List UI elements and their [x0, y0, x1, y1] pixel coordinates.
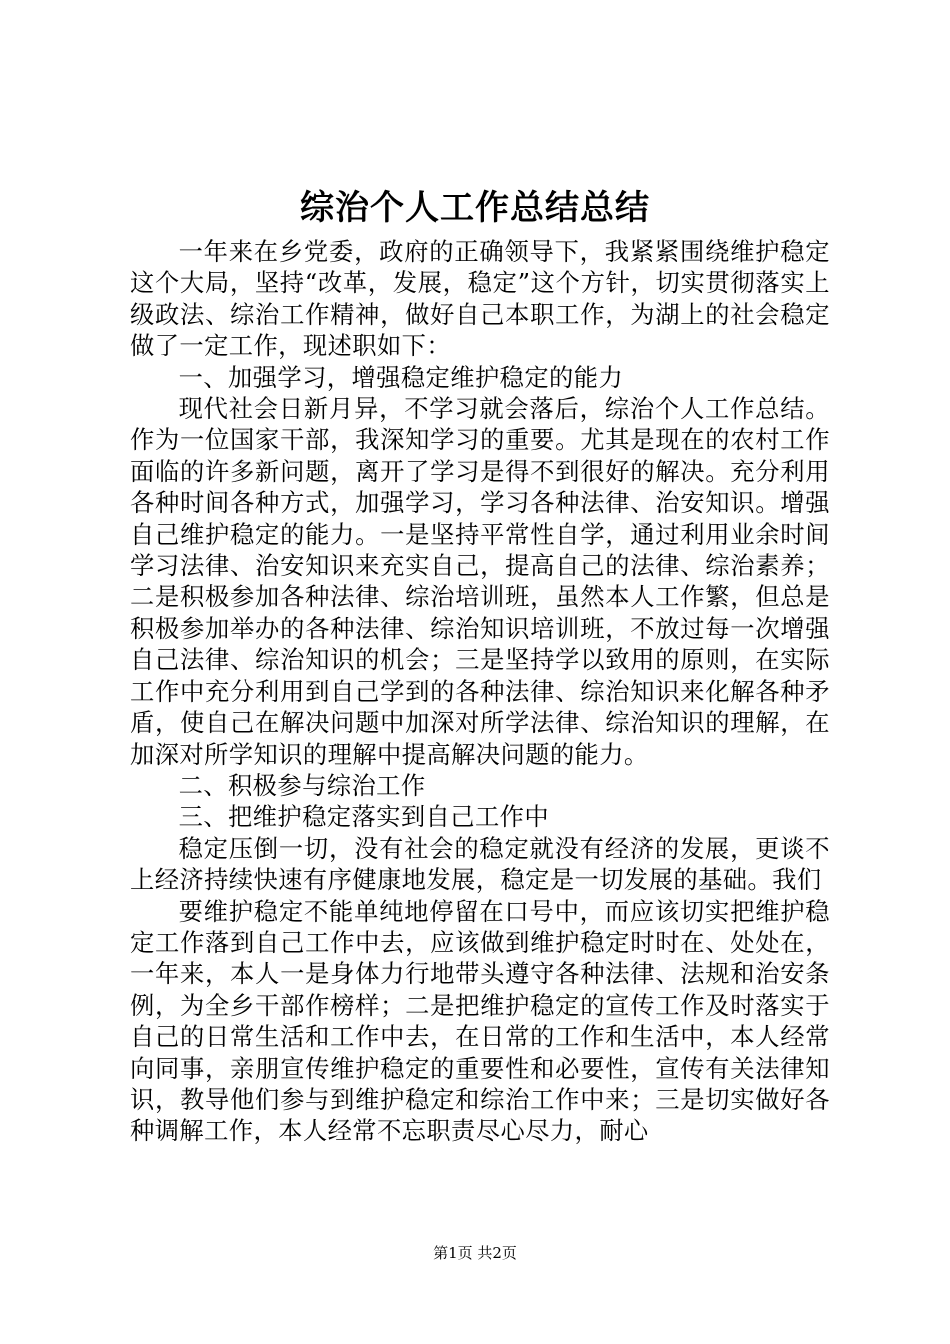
document-title: 综治个人工作总结总结 — [300, 188, 650, 228]
paragraph-stability: 稳定压倒一切，没有社会的稳定就没有经济的发展，更谈不上经济持续快速有序健康地发展，稳定是一切发展的基础。我们 — [130, 833, 830, 895]
paragraph-study: 现代社会日新月异，不学习就会落后，综治个人工作总结。作为一位国家干部，我深知学习的重要。尤其是现在的农村工作面临的许多新问题，离开了学习是得不到很好的解决。充分利用各种时间各种方式，加强学习，学习各种法律、治安知识。增强自己维护稳定的能力。一是坚持平常性自学，通过利用业余时间学习法律、治安知识来充实自己，提高自己的法律、综治素养；二是积极参加各种法律、综治培训班，虽然本人工作繁，但总是积极参加举办的各种法律、综治知识培训班，不放过每一次增强自己法律、综治知识的机会；三是坚持学以致用的原则，在实际工作中充分利用到自己学到的各种法律、综治知识来化解各种矛盾，使自己在解决问题中加深对所学法律、综治知识的理解，在加深对所学知识的理解中提高解决问题的能力。 — [130, 394, 830, 769]
heading-section-2: 二、积极参与综治工作 — [178, 770, 426, 800]
heading-section-3: 三、把维护稳定落实到自己工作中 — [178, 802, 550, 832]
document-body — [130, 236, 830, 1147]
paragraph-maintain-stability: 要维护稳定不能单纯地停留在口号中，而应该切实把维护稳定工作落到自己工作中去，应该做到维护稳定时时在、处处在，一年来，本人一是身体力行地带头遵守各种法律、法规和治安条例，为全乡干部作榜样；二是把维护稳定的宣传工作及时落实于自己的日常生活和工作中去，在日常的工作和生活中，本人经常向同事，亲朋宣传维护稳定的重要性和必要性，宣传有关法律知识，教导他们参与到维护稳定和综治工作中来；三是切实做好各种调解工作，本人经常不忘职责尽心尽力，耐心 — [130, 896, 830, 1146]
page-number-footer: 第1页 共2页 — [433, 1244, 517, 1262]
heading-section-1: 一、加强学习，增强稳定维护稳定的能力 — [178, 362, 624, 392]
paragraph-intro: 一年来在乡党委，政府的正确领导下，我紧紧围绕维护稳定这个大局，坚持“改革，发展，稳定”这个方针，切实贯彻落实上级政法、综治工作精神，做好自己本职工作，为湖上的社会稳定做了一定工作，现述职如下： — [130, 237, 830, 361]
